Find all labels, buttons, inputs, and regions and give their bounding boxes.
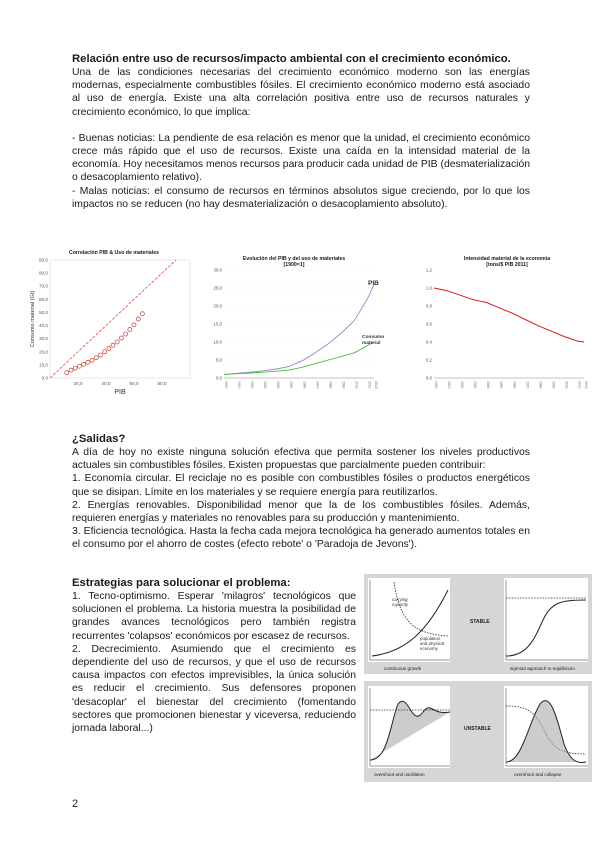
scatter-plot — [28, 258, 200, 400]
y-tick-label: 1,0 — [425, 285, 432, 291]
salidas-item-2: 2. Energías renovables. Disponibilidad menor que la de los combustibles fósiles. Además, requieren energías y materiales no renovables para su producción y mantenimiento. — [72, 499, 530, 525]
y-tick-label: 0,8 — [425, 303, 432, 309]
x-tick-label: 2010 — [577, 381, 582, 389]
chart-subtitle: [tons/$ PIB 2011] — [486, 262, 528, 268]
section-title: Relación entre uso de recursos/impacto ambiental con el crecimiento económico. — [72, 53, 511, 65]
section-title: Estrategias para solucionar el problema: — [72, 577, 291, 589]
y-tick-label: 0,2 — [425, 357, 432, 363]
x-tick-label: 1990 — [341, 381, 346, 389]
caption-overshoot-collapse: overshoot and collapse — [514, 772, 562, 777]
scatter-chart — [28, 250, 200, 400]
chart-title: Intensidad material de la economía — [463, 256, 551, 262]
x-tick-label: 1980 — [538, 381, 543, 389]
x-tick-label: 40,0 — [101, 381, 111, 386]
x-tick-label: 2015 — [584, 381, 588, 389]
panel-sigmoid — [504, 578, 588, 662]
evolution-chart — [208, 256, 385, 406]
salidas-intro: A día de hoy no existe ninguna solución efectiva que permita sostener los niveles productivos actuales sin combustibles fósiles. Existen propuestas que parcialmente pueden contribuir: — [72, 447, 530, 472]
x-tick-label: 1910 — [447, 381, 452, 389]
x-tick-label: 1900 — [224, 381, 228, 389]
label-carrying-1: carrying — [392, 597, 408, 602]
y-tick-label: 60,0 — [39, 296, 48, 302]
section-title: ¿Salidas? — [72, 433, 126, 445]
chart-subtitle: [1900=1] — [283, 262, 305, 268]
x-tick-label: 1980 — [328, 381, 333, 389]
bad-news-paragraph: - Malas noticias: el consumo de recursos en términos absolutos sigue creciendo, por lo que los impactos no se reducen (no hay desmaterialización o desacoplamiento absoluto). — [72, 185, 530, 210]
estrategia-item-2: 2. Decrecimiento. Asumiendo que el crecimiento es dependiente del uso de recursos, y que el uso de recursos causa impactos con efectos imprevisibles, la única solución es reducir el crecimiento. Sus defensores proponen 'desacoplar' el bienestar del crecimiento (fomentando sectores que promocionen bienestar y viceversa, reduciendo jornada laboral...) — [72, 643, 356, 735]
caption-sigmoid: sigmoid approach to equilibrium — [510, 666, 575, 671]
y-axis-label: Consumo material (Gt) — [30, 290, 36, 348]
series-line-consumo-material — [224, 342, 374, 374]
y-tick-label: 80,0 — [39, 270, 48, 276]
intensity-chart — [418, 256, 590, 406]
y-tick-label: 25,0 — [213, 285, 222, 291]
growth-modes-diagram — [364, 574, 592, 782]
y-tick-label: 10,0 — [213, 339, 222, 345]
label-population-3: economy — [420, 646, 438, 651]
y-tick-label: 30,0 — [39, 336, 48, 342]
x-tick-label: 1990 — [551, 381, 556, 389]
y-tick-label: 20,0 — [213, 303, 222, 309]
label-population-1: population — [420, 636, 441, 641]
intro-paragraph: Una de las condiciones necesarias del crecimiento económico moderno son las energías modernas, especialmente combustibles fósiles. El crecimiento económico moderno está asociado al uso de energía. Existe una alta correlación positiva entre uso de recursos naturales y crecimiento económico, lo que implica: — [72, 67, 530, 118]
salidas-item-1: 1. Economía circular. El reciclaje no es posible con combustibles fósiles o productos energéticos que se disipan. Límite en los materiales y se requiere energía para reutilizarlos. — [72, 473, 530, 498]
x-tick-label: 1950 — [289, 381, 294, 389]
y-tick-label: 0,4 — [425, 339, 432, 345]
label-unstable: UNSTABLE — [464, 726, 491, 732]
y-tick-label: 10,0 — [39, 362, 48, 368]
caption-overshoot-oscillation: overshoot and oscillation — [374, 772, 425, 777]
intensity-plot — [418, 258, 590, 400]
x-axis-label: PIB — [114, 389, 126, 396]
section-estrategias — [72, 576, 356, 735]
y-tick-label: 15,0 — [213, 321, 222, 327]
x-tick-label: 1970 — [525, 381, 530, 389]
x-tick-label: 1920 — [250, 381, 255, 389]
chart-title: Evolución del PIB y del uso de materiales — [242, 256, 346, 262]
series-line-pib — [224, 284, 374, 374]
label-stable: STABLE — [470, 619, 490, 625]
panel-overshoot-oscillation — [368, 686, 450, 768]
y-tick-label: 0,6 — [425, 321, 432, 327]
y-tick-label: 30,0 — [213, 267, 222, 273]
x-tick-label: 1940 — [276, 381, 281, 389]
x-tick-label: 2010 — [367, 381, 372, 389]
x-tick-label: 1920 — [460, 381, 465, 389]
series-line-intensidad — [434, 288, 584, 342]
panel-overshoot-collapse — [504, 686, 588, 768]
x-tick-label: 20,0 — [73, 381, 83, 386]
label-carrying-2: capacity — [392, 602, 409, 607]
x-tick-label: 1930 — [473, 381, 478, 389]
y-tick-label: 1,2 — [425, 267, 432, 273]
y-tick-label: 5,0 — [215, 357, 222, 363]
y-tick-label: 20,0 — [39, 349, 48, 355]
y-tick-label: 0,0 — [215, 375, 222, 381]
x-tick-label: 1910 — [237, 381, 242, 389]
y-tick-label: 0,0 — [425, 375, 432, 381]
y-tick-label: 0,0 — [41, 375, 48, 381]
section-resources-growth — [72, 52, 530, 211]
x-tick-label: 2000 — [564, 381, 569, 389]
caption-continuous: continuous growth — [384, 666, 422, 671]
y-tick-label: 70,0 — [39, 283, 48, 289]
section-salidas — [72, 432, 530, 552]
x-tick-label: 1950 — [499, 381, 504, 389]
page-number: 2 — [72, 798, 79, 810]
x-tick-label: 1900 — [434, 381, 438, 389]
x-tick-label: 1960 — [302, 381, 307, 389]
x-tick-label: 1940 — [486, 381, 491, 389]
x-tick-label: 60,0 — [129, 381, 139, 386]
x-tick-label: 2000 — [354, 381, 359, 389]
legend-consumo-1: Consumo — [362, 335, 385, 340]
growth-modes-svg — [364, 574, 592, 782]
x-tick-label: 80,0 — [157, 381, 167, 386]
label-population-2: and physical — [420, 641, 445, 646]
x-tick-label: 1970 — [315, 381, 320, 389]
x-tick-label: 1930 — [263, 381, 268, 389]
y-tick-label: 50,0 — [39, 309, 48, 315]
x-tick-label: 1960 — [512, 381, 517, 389]
legend-consumo-2: material — [362, 341, 381, 346]
estrategia-item-1: 1. Tecno-optimismo. Esperar 'milagros' tecnológicos que solucionen el problema. La historia muestra la posibilidad de grandes avances tecnológicos pero también registra recurrentes 'colapsos' económicos por escasez de recursos. — [72, 591, 356, 642]
legend-pib: PIB — [368, 280, 379, 288]
evolution-plot — [208, 258, 385, 400]
x-tick-label: 2015 — [374, 381, 378, 389]
y-tick-label: 40,0 — [39, 323, 48, 329]
salidas-item-3: 3. Eficiencia tecnológica. Hasta la fecha cada mejora tecnológica ha generado aumentos totales en el consumo por el ahorro de costes (efecto rebote' o 'Paradoja de Jevons'). — [72, 526, 530, 551]
good-news-paragraph: - Buenas noticias: La pendiente de esa relación es menor que la unidad, el crecimiento económico crece más rápido que el uso de recursos. Existe una caída en la intensidad material de la economía. Hoy necesitamos menos recursos para producir cada unidad de PIB (desmaterialización o desacoplamiento relativo). — [72, 132, 530, 184]
y-tick-label: 90,0 — [39, 257, 48, 263]
chart-title: Correlación PIB & Uso de materiales — [69, 250, 159, 256]
